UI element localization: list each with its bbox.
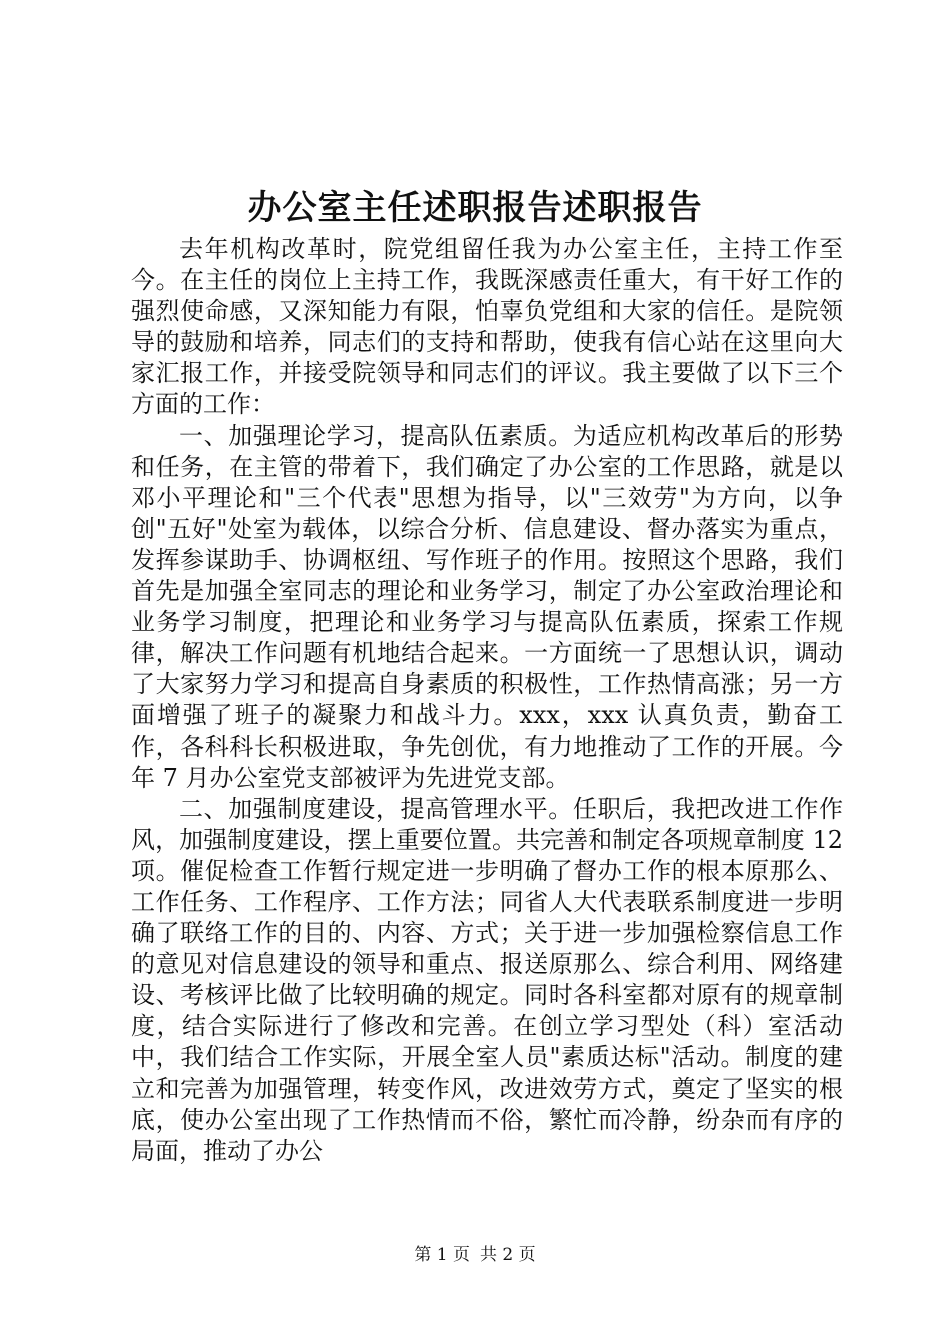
paragraph-theory-study: 一、加强理论学习，提高队伍素质。为适应机构改革后的形势和任务，在主管的带着下，我们确定了办公室的工作思路，就是以邓小平理论和"三个代表"思想为指导，以"三效劳"为方向，以争创"五好"处室为载体，以综合分析、信息建设、督办落实为重点，发挥参谋助手、协调枢纽、写作班子的作用。按照这个思路，我们首先是加强全室同志的理论和业务学习，制定了办公室政治理论和业务学习制度，把理论和业务学习与提高队伍素质，探索工作规律，解决工作问题有机地结合起来。一方面统一了思想认识，调动了大家努力学习和提高自身素质的积极性，工作热情高涨；另一方面增强了班子的凝聚力和战斗力。xxx，xxx 认真负责，勤奋工作，各科科长积极进取，争先创优，有力地推动了工作的开展。今年 7 月办公室党支部被评为先进党支部。 [131, 421, 843, 792]
document-title: 办公室主任述职报告述职报告 [247, 188, 703, 228]
paragraph-intro: 去年机构改革时，院党组留任我为办公室主任，主持工作至今。在主任的岗位上主持工作，我既深感责任重大，有干好工作的强烈使命感，又深知能力有限，怕辜负党组和大家的信任。是院领导的鼓励和培养，同志们的支持和帮助，使我有信心站在这里向大家汇报工作，并接受院领导和同志们的评议。我主要做了以下三个方面的工作： [131, 235, 843, 419]
page-total: 共 2 页 [480, 1245, 536, 1265]
document-body [131, 234, 843, 1167]
page-number: 第 1 页 [414, 1245, 470, 1265]
page-footer [0, 1244, 950, 1266]
paragraph-system-building: 二、加强制度建设，提高管理水平。任职后，我把改进工作作风，加强制度建设，摆上重要位置。共完善和制定各项规章制度 12 项。催促检查工作暂行规定进一步明确了督办工作的根本原那么、工作任务、工作程序、工作方法；同省人大代表联系制度进一步明确了联络工作的目的、内容、方式；关于进一步加强检察信息工作的意见对信息建设的领导和重点、报送原那么、综合利用、网络建设、考核评比做了比较明确的规定。同时各科室都对原有的规章制度，结合实际进行了修改和完善。在创立学习型处（科）室活动中，我们结合工作实际，开展全室人员"素质达标"活动。制度的建立和完善为加强管理，转变作风，改进效劳方式，奠定了坚实的根底，使办公室出现了工作热情而不俗，繁忙而冷静，纷杂而有序的局面，推动了办公 [131, 794, 843, 1165]
